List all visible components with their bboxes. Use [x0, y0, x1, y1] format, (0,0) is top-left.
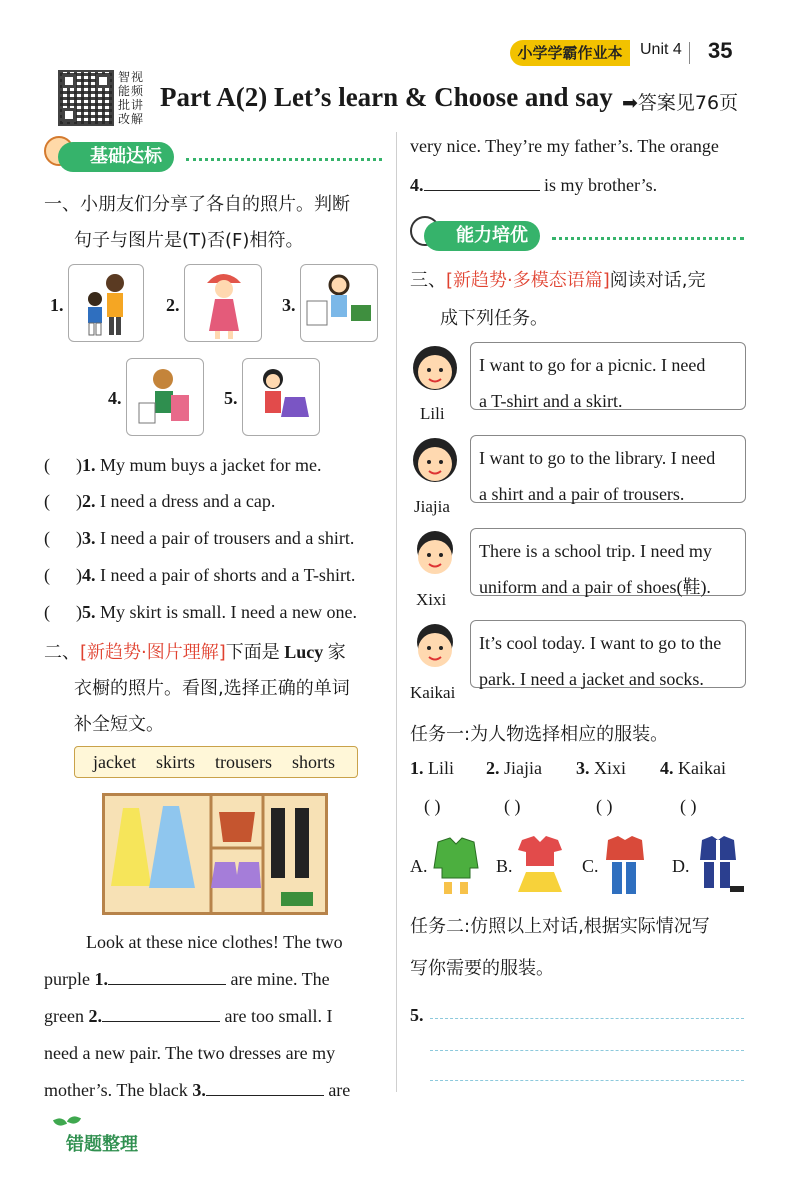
- uniform-shoes-icon: [694, 834, 746, 896]
- dialogue-xixi: There is a school trip. I need my uniform and a pair of shoes(鞋).: [470, 528, 746, 596]
- task1-person-3: 3. Xixi: [576, 758, 627, 778]
- section-banner-basic: 基础达标: [58, 142, 174, 172]
- task1-instruction: 任务一:为人物选择相应的服装。: [410, 724, 669, 745]
- q3-intro-line2: 成下列任务。: [440, 308, 548, 329]
- tshirt-skirt-icon: [514, 834, 566, 896]
- xixi-avatar: [410, 527, 460, 579]
- wardrobe-illustration: [105, 796, 325, 912]
- task1-person-1: 1. Lili: [410, 758, 454, 778]
- q2-intro-line2: 衣橱的照片。看图,选择正确的单词: [74, 678, 350, 699]
- jacket-socks-icon: [430, 834, 482, 896]
- unit-label: Unit 4: [640, 41, 682, 58]
- wardrobe-picture: [102, 793, 328, 915]
- header-separator: [689, 42, 690, 64]
- task1-person-2: 2. Jiajia: [486, 758, 542, 778]
- boy-clothes-illustration: [301, 265, 377, 341]
- q2-passage-line5: mother’s. The black 3. are: [44, 1080, 351, 1100]
- leaf-icon-2: [67, 1114, 81, 1126]
- footer-label: 错题整理: [66, 1134, 138, 1155]
- name-jiajia: Jiajia: [414, 497, 450, 516]
- name-lili: Lili: [420, 404, 445, 423]
- q1-item-3: ( )3. I need a pair of trousers and a shirt.: [44, 528, 355, 548]
- photo-boy-clothes: [300, 264, 378, 342]
- q3-intro-line1: 三、[新趋势·多模态语篇]阅读对话,完: [410, 270, 706, 291]
- page-number: 35: [708, 38, 733, 63]
- book-name-tag: 小学学霸作业本: [510, 40, 630, 66]
- name-xixi: Xixi: [416, 590, 447, 609]
- leaf-icon: [53, 1116, 67, 1128]
- option-label-b: B.: [496, 856, 513, 876]
- q2-intro-line3: 补全短文。: [74, 714, 164, 735]
- dialogue-lili: I want to go for a picnic. I need a T-shirt and a skirt.: [470, 342, 746, 410]
- option-label-c: C.: [582, 856, 599, 876]
- task1-person-4: 4. Kaikai: [660, 758, 726, 778]
- q2-passage-line2: purple 1. are mine. The: [44, 969, 330, 989]
- pic-label-2: 2.: [166, 295, 180, 315]
- name-kaikai: Kaikai: [410, 683, 456, 702]
- girl-dress-illustration: [185, 265, 261, 341]
- q2-passage-line7: 4. is my brother’s.: [410, 175, 658, 195]
- photo-shorts-tshirt: [126, 358, 204, 436]
- qr-code-icon[interactable]: [58, 70, 114, 126]
- q1-item-2: ( )2. I need a dress and a cap.: [44, 491, 276, 511]
- girl-shorts-illustration: [127, 359, 203, 435]
- banner-dotted-line: [186, 158, 382, 161]
- answer-paren-3[interactable]: ( ): [596, 796, 613, 816]
- q1-item-5: ( )5. My skirt is small. I need a new one.: [44, 602, 357, 622]
- blank-3[interactable]: [206, 1095, 324, 1096]
- lili-avatar: [410, 342, 460, 394]
- option-label-a: A.: [410, 856, 428, 876]
- writing-line-1[interactable]: [430, 1018, 744, 1019]
- answer-paren-1[interactable]: ( ): [424, 796, 441, 816]
- jiajia-avatar: [410, 434, 460, 486]
- pic-label-4: 4.: [108, 388, 122, 408]
- mum-child-illustration: [69, 265, 143, 341]
- dialogue-kaikai: It’s cool today. I want to go to the park. I need a jacket and socks.: [470, 620, 746, 688]
- photo-skirt: [242, 358, 320, 436]
- girl-skirt-illustration: [243, 359, 319, 435]
- q2-intro-line1: 二、[新趋势·图片理解]下面是 Lucy 家: [44, 642, 346, 663]
- word-bank: jacket skirts trousers shorts: [74, 746, 358, 778]
- page-title: Part A(2) Let’s learn & Choose and say: [160, 82, 613, 112]
- q2-passage-line4: need a new pair. The two dresses are my: [44, 1043, 336, 1063]
- q2-passage-line6: very nice. They’re my father’s. The orange: [410, 136, 719, 156]
- answer-reference: ➡答案见76页: [622, 92, 739, 114]
- q2-passage-line1: Look at these nice clothes! The two: [86, 932, 343, 952]
- answer-paren-4[interactable]: ( ): [680, 796, 697, 816]
- blank-1[interactable]: [108, 984, 226, 985]
- blank-2[interactable]: [102, 1021, 220, 1022]
- task2-instruction-line1: 任务二:仿照以上对话,根据实际情况写: [410, 916, 710, 937]
- q1-intro-line2: 句子与图片是(T)否(F)相符。: [74, 230, 304, 251]
- task2-instruction-line2: 写你需要的服装。: [410, 958, 554, 979]
- q1-intro-line1: 一、小朋友们分享了各自的照片。判断: [44, 194, 350, 215]
- photo-dress-cap: [184, 264, 262, 342]
- pic-label-3: 3.: [282, 295, 296, 315]
- writing-line-2[interactable]: [430, 1050, 744, 1051]
- q1-item-1: ( )1. My mum buys a jacket for me.: [44, 455, 322, 475]
- banner-dotted-line-2: [552, 237, 744, 240]
- answer-paren-2[interactable]: ( ): [504, 796, 521, 816]
- option-label-d: D.: [672, 856, 690, 876]
- q2-passage-line3: green 2. are too small. I: [44, 1006, 333, 1026]
- shirt-trousers-icon: [602, 834, 648, 896]
- dialogue-jiajia: I want to go to the library. I need a shirt and a pair of trousers.: [470, 435, 746, 503]
- column-divider: [396, 132, 397, 1092]
- q5-number: 5.: [410, 1005, 424, 1025]
- photo-mum-jacket: [68, 264, 144, 342]
- pic-label-1: 1.: [50, 295, 64, 315]
- q1-item-4: ( )4. I need a pair of shorts and a T-shirt.: [44, 565, 356, 585]
- writing-line-3[interactable]: [430, 1080, 744, 1081]
- blank-4[interactable]: [424, 190, 540, 191]
- pic-label-5: 5.: [224, 388, 238, 408]
- qr-note: 智视能频批讲改解: [118, 70, 145, 126]
- section-banner-advanced: 能力培优: [424, 221, 540, 251]
- kaikai-avatar: [410, 620, 460, 672]
